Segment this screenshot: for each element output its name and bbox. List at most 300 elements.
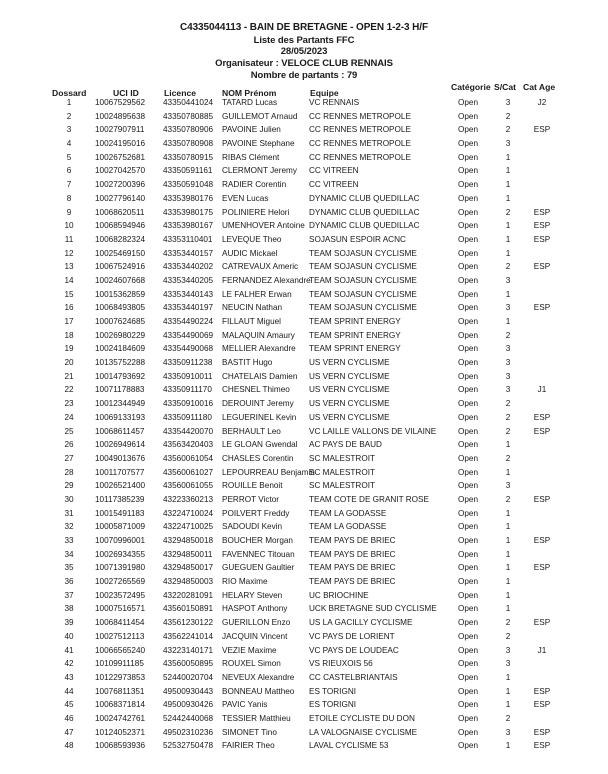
cell-scat: 1: [505, 248, 511, 258]
table-row: [0, 207, 608, 221]
cell-nom-prenom: BASTIT Hugo: [222, 358, 273, 368]
organizer-line: Organisateur : VELOCE CLUB RENNAIS: [215, 58, 393, 69]
cell-uci-id: 10027512113: [95, 631, 145, 641]
cell-dossard: 6: [66, 166, 72, 176]
cell-uci-id: 10015491183: [95, 508, 145, 518]
cell-licence: 43353440197: [163, 303, 214, 313]
table-row: [0, 220, 608, 234]
cell-licence: 43350910011: [163, 371, 213, 381]
cell-categorie: Open: [458, 399, 479, 409]
cell-categorie: Open: [458, 166, 479, 176]
cell-scat: 2: [505, 207, 511, 217]
cell-scat: 3: [505, 139, 511, 149]
cell-cat-age: ESP: [533, 262, 551, 272]
cell-equipe: DYNAMIC CLUB QUEDILLAC: [309, 221, 420, 231]
cell-equipe: CC RENNES METROPOLE: [309, 125, 411, 135]
cell-licence: 43294850003: [163, 577, 214, 587]
cell-equipe: TEAM PAYS DE BRIEC: [309, 577, 396, 587]
cell-nom-prenom: ROUILLE Benoit: [222, 481, 283, 491]
cell-scat: 1: [505, 234, 511, 244]
cell-categorie: Open: [458, 508, 479, 518]
cell-uci-id: 10068594946: [95, 221, 146, 231]
col-uci-id: UCI ID: [113, 88, 139, 98]
cell-categorie: Open: [458, 111, 479, 121]
cell-nom-prenom: POILVERT Freddy: [222, 508, 290, 518]
cell-scat: 1: [505, 440, 511, 450]
cell-dossard: 15: [64, 289, 74, 299]
cell-dossard: 14: [64, 275, 74, 285]
table-row: [0, 193, 608, 207]
table-row: [0, 97, 608, 111]
table-row: [0, 603, 608, 617]
cell-uci-id: 10117385239: [95, 494, 145, 504]
cell-categorie: Open: [458, 549, 479, 559]
cell-uci-id: 10011707577: [95, 467, 145, 477]
participant-count: Nombre de partants : 79: [250, 70, 358, 81]
cell-categorie: Open: [458, 193, 479, 203]
cell-licence: 43223140171: [163, 645, 214, 655]
cell-licence: 43294850011: [163, 549, 213, 559]
cell-uci-id: 10076811351: [95, 686, 145, 696]
cell-nom-prenom: CHESNEL Thimeo: [222, 385, 290, 395]
cell-equipe: TEAM SOJASUN CYCLISME: [309, 248, 417, 258]
cell-scat: 3: [505, 358, 511, 368]
cell-dossard: 30: [64, 494, 74, 504]
cell-scat: 1: [505, 193, 511, 203]
table-row: [0, 672, 608, 686]
cell-equipe: LAVAL CYCLISME 53: [309, 741, 389, 751]
cell-dossard: 48: [64, 741, 74, 751]
cell-equipe: SC MALESTROIT: [309, 481, 375, 491]
cell-categorie: Open: [458, 631, 479, 641]
cell-scat: 2: [505, 111, 511, 121]
cell-licence: 43350911180: [163, 412, 212, 422]
cell-equipe: TEAM SPRINT ENERGY: [309, 317, 401, 326]
cell-dossard: 43: [64, 672, 74, 682]
cell-categorie: Open: [458, 659, 479, 669]
cell-nom-prenom: FILLAUT Miguel: [222, 317, 282, 326]
cell-uci-id: 10068493805: [95, 303, 146, 313]
cell-licence: 43350780906: [163, 125, 214, 135]
cell-dossard: 20: [64, 358, 74, 368]
cell-equipe: DYNAMIC CLUB QUEDILLAC: [309, 207, 420, 217]
cell-categorie: Open: [458, 672, 479, 682]
cell-scat: 2: [505, 453, 511, 463]
cell-licence: 43353440205: [163, 275, 214, 285]
cell-scat: 1: [505, 672, 511, 682]
cell-categorie: Open: [458, 522, 479, 532]
table-row: [0, 453, 608, 467]
cell-categorie: Open: [458, 604, 479, 614]
document-title: C4335044113 - BAIN DE BRETAGNE - OPEN 1-2-3 H/F: [180, 22, 428, 33]
cell-dossard: 28: [64, 467, 74, 477]
table-row: [0, 727, 608, 741]
cell-categorie: Open: [458, 125, 479, 135]
table-row: [0, 289, 608, 303]
cell-dossard: 13: [64, 262, 74, 272]
cell-equipe: ES TORIGNI: [309, 686, 357, 696]
table-row: [0, 645, 608, 659]
cell-nom-prenom: CHASLES Corentin: [222, 453, 294, 463]
cell-categorie: Open: [458, 221, 479, 231]
cell-scat: 1: [505, 180, 511, 190]
participants-table: [0, 97, 608, 754]
table-row: [0, 330, 608, 344]
table-row: [0, 521, 608, 535]
table-row: [0, 617, 608, 631]
cell-dossard: 3: [66, 125, 72, 135]
cell-nom-prenom: FAVENNEC Titouan: [222, 549, 295, 559]
cell-scat: 3: [505, 275, 511, 285]
cell-nom-prenom: PAVOINE Julien: [222, 125, 281, 135]
cell-equipe: TEAM COTE DE GRANIT ROSE: [309, 494, 429, 504]
cell-uci-id: 10049013676: [95, 453, 146, 463]
cell-dossard: 33: [64, 536, 74, 545]
cell-equipe: TEAM LA GODASSE: [309, 508, 387, 518]
cell-uci-id: 10068611457: [95, 426, 145, 436]
cell-equipe: VC LAILLE VALLONS DE VILAINE: [309, 426, 437, 436]
cell-equipe: UCK BRETAGNE SUD CYCLISME: [309, 604, 437, 614]
cell-categorie: Open: [458, 577, 479, 587]
cell-licence: 43350591048: [163, 180, 214, 190]
cell-equipe: VS RIEUXOIS 56: [309, 659, 373, 669]
cell-nom-prenom: BOUCHER Morgan: [222, 536, 293, 545]
cell-licence: 43353440143: [163, 289, 214, 299]
cell-uci-id: 10026521400: [95, 481, 146, 491]
table-row: [0, 699, 608, 713]
cell-uci-id: 10066565240: [95, 645, 146, 655]
cell-licence: 43350780885: [163, 111, 214, 121]
cell-cat-age: ESP: [533, 686, 551, 696]
cell-categorie: Open: [458, 700, 479, 710]
cell-uci-id: 10005871009: [95, 522, 146, 532]
col-dossard: Dossard: [52, 88, 87, 98]
table-row: [0, 713, 608, 727]
cell-uci-id: 10027907911: [95, 125, 145, 135]
cell-cat-age: ESP: [533, 125, 551, 135]
cell-dossard: 1: [66, 98, 72, 107]
table-row: [0, 576, 608, 590]
cell-cat-age: ESP: [533, 700, 551, 710]
cell-categorie: Open: [458, 344, 479, 354]
cell-licence: 43220281091: [163, 590, 214, 600]
cell-scat: 1: [505, 221, 511, 231]
cell-scat: 2: [505, 618, 511, 628]
cell-uci-id: 10122973853: [95, 672, 146, 682]
cell-categorie: Open: [458, 686, 479, 696]
cell-categorie: Open: [458, 371, 479, 381]
cell-cat-age: ESP: [533, 234, 551, 244]
cell-dossard: 44: [64, 686, 74, 696]
cell-categorie: Open: [458, 289, 479, 299]
cell-equipe: TEAM PAYS DE BRIEC: [309, 536, 396, 545]
cell-scat: 3: [505, 385, 511, 395]
cell-dossard: 5: [66, 152, 72, 162]
cell-nom-prenom: LE GLOAN Gwendal: [222, 440, 298, 450]
cell-dossard: 4: [66, 139, 72, 149]
cell-scat: 1: [505, 467, 511, 477]
cell-licence: 43353440202: [163, 262, 214, 272]
cell-categorie: Open: [458, 152, 479, 162]
cell-dossard: 27: [64, 453, 74, 463]
cell-dossard: 10: [64, 221, 74, 231]
cell-nom-prenom: SADOUDI Kevin: [222, 522, 283, 532]
table-row: [0, 686, 608, 700]
cell-licence: 43560061027: [163, 467, 214, 477]
cell-nom-prenom: NEUCIN Nathan: [222, 303, 283, 313]
cell-equipe: CC VITREEN: [309, 180, 359, 190]
cell-licence: 43354490069: [163, 330, 214, 340]
cell-dossard: 32: [64, 522, 74, 532]
cell-categorie: Open: [458, 303, 479, 313]
cell-equipe: SOJASUN ESPOIR ACNC: [309, 234, 406, 244]
cell-dossard: 42: [64, 659, 74, 669]
cell-scat: 1: [505, 686, 511, 696]
cell-nom-prenom: VEZIE Maxime: [222, 645, 277, 655]
cell-licence: 52440020704: [163, 672, 214, 682]
cell-licence: 43353110401: [163, 234, 213, 244]
cell-nom-prenom: RIO Maxime: [222, 577, 268, 587]
cell-scat: 3: [505, 371, 511, 381]
cell-categorie: Open: [458, 440, 479, 450]
cell-licence: 43350911170: [163, 385, 212, 395]
cell-licence: 43353980175: [163, 207, 214, 217]
cell-uci-id: 10024895638: [95, 111, 146, 121]
cell-uci-id: 10012344949: [95, 399, 146, 409]
race-date: 28/05/2023: [280, 46, 328, 57]
cell-nom-prenom: LE FALHER Erwan: [222, 289, 292, 299]
cell-nom-prenom: MALAQUIN Amaury: [222, 330, 295, 340]
cell-licence: 52532750478: [163, 741, 214, 751]
cell-licence: 43354490224: [163, 317, 214, 326]
cell-nom-prenom: GUERILLON Enzo: [222, 618, 291, 628]
cell-uci-id: 10007624685: [95, 317, 146, 326]
cell-dossard: 40: [64, 631, 74, 641]
cell-dossard: 38: [64, 604, 74, 614]
cell-categorie: Open: [458, 563, 479, 573]
table-row: [0, 124, 608, 138]
cell-nom-prenom: CATREVAUX Americ: [222, 262, 299, 272]
table-row: [0, 248, 608, 262]
cell-cat-age: ESP: [533, 426, 551, 436]
cell-uci-id: 10024195016: [95, 139, 146, 149]
cell-categorie: Open: [458, 180, 479, 190]
table-row: [0, 426, 608, 440]
cell-dossard: 9: [66, 207, 72, 217]
cell-uci-id: 10068411454: [95, 618, 145, 628]
cell-nom-prenom: JACQUIN Vincent: [222, 631, 288, 641]
cell-nom-prenom: HELARY Steven: [222, 590, 283, 600]
cell-dossard: 2: [66, 111, 72, 121]
cell-scat: 1: [505, 549, 511, 559]
cell-nom-prenom: FERNANDEZ Alexandre: [222, 275, 311, 285]
cell-licence: 49502310236: [163, 727, 214, 737]
cell-licence: 43561230122: [163, 618, 214, 628]
cell-scat: 2: [505, 494, 511, 504]
cell-equipe: TEAM SOJASUN CYCLISME: [309, 289, 417, 299]
cell-dossard: 8: [66, 193, 72, 203]
cell-dossard: 35: [64, 563, 74, 573]
cell-nom-prenom: SIMONET Tino: [222, 727, 277, 737]
cell-nom-prenom: ROUXEL Simon: [222, 659, 281, 669]
cell-nom-prenom: TATARD Lucas: [222, 98, 278, 107]
cell-cat-age: ESP: [533, 536, 551, 545]
cell-nom-prenom: CLERMONT Jeremy: [222, 166, 297, 176]
cell-scat: 1: [505, 563, 511, 573]
cell-uci-id: 10023572495: [95, 590, 146, 600]
cell-licence: 43224710025: [163, 522, 214, 532]
cell-nom-prenom: MELLIER Alexandre: [222, 344, 296, 354]
cell-scat: 2: [505, 125, 511, 135]
cell-licence: 43560061054: [163, 453, 214, 463]
cell-uci-id: 10070996001: [95, 536, 146, 545]
cell-equipe: TEAM SOJASUN CYCLISME: [309, 262, 417, 272]
table-row: [0, 371, 608, 385]
cell-licence: 52442440068: [163, 713, 214, 723]
cell-equipe: LA VALOGNAISE CYCLISME: [309, 727, 418, 737]
cell-uci-id: 10027042570: [95, 166, 146, 176]
cell-equipe: TEAM LA GODASSE: [309, 522, 387, 532]
cell-nom-prenom: BERHAULT Leo: [222, 426, 281, 436]
document-subtitle: Liste des Partants FFC: [253, 35, 355, 46]
cell-equipe: DYNAMIC CLUB QUEDILLAC: [309, 193, 420, 203]
cell-uci-id: 10027200396: [95, 180, 146, 190]
cell-nom-prenom: EVEN Lucas: [222, 193, 269, 203]
cell-cat-age: ESP: [533, 303, 551, 313]
cell-scat: 1: [505, 577, 511, 587]
cell-equipe: TEAM SPRINT ENERGY: [309, 344, 401, 354]
cell-licence: 43353980167: [163, 221, 214, 231]
cell-scat: 2: [505, 399, 511, 409]
cell-categorie: Open: [458, 727, 479, 737]
cell-categorie: Open: [458, 590, 479, 600]
cell-equipe: TEAM SOJASUN CYCLISME: [309, 275, 417, 285]
col-cat-age: Cat Age: [523, 82, 556, 92]
cell-licence: 43560061055: [163, 481, 214, 491]
cell-scat: 2: [505, 330, 511, 340]
cell-licence: 43350780908: [163, 139, 214, 149]
cell-categorie: Open: [458, 358, 479, 368]
cell-scat: 3: [505, 727, 511, 737]
cell-scat: 2: [505, 713, 511, 723]
cell-cat-age: ESP: [533, 412, 551, 422]
cell-cat-age: J1: [537, 385, 547, 395]
table-row: [0, 275, 608, 289]
cell-uci-id: 10067524916: [95, 262, 146, 272]
cell-cat-age: J1: [537, 645, 547, 655]
cell-scat: 1: [505, 166, 511, 176]
cell-licence: 43563420403: [163, 440, 214, 450]
cell-licence: 43562241014: [163, 631, 214, 641]
cell-equipe: CC RENNES METROPOLE: [309, 111, 411, 121]
cell-cat-age: ESP: [533, 207, 551, 217]
cell-uci-id: 10135752288: [95, 358, 146, 368]
cell-dossard: 7: [66, 180, 72, 190]
table-row: [0, 658, 608, 672]
cell-equipe: US VERN CYCLISME: [309, 412, 390, 422]
cell-equipe: VC PAYS DE LOUDEAC: [309, 645, 399, 655]
cell-cat-age: ESP: [533, 618, 551, 628]
table-row: [0, 179, 608, 193]
cell-licence: 43350441024: [163, 98, 214, 107]
cell-categorie: Open: [458, 317, 479, 326]
cell-nom-prenom: PAVOINE Stephane: [222, 139, 295, 149]
cell-nom-prenom: PAVIC Yanis: [222, 700, 268, 710]
cell-dossard: 23: [64, 399, 74, 409]
cell-categorie: Open: [458, 618, 479, 628]
cell-categorie: Open: [458, 330, 479, 340]
cell-nom-prenom: UMENHOVER Antoine: [222, 221, 305, 231]
cell-dossard: 26: [64, 440, 74, 450]
cell-licence: 49500930443: [163, 686, 214, 696]
cell-licence: 43353980176: [163, 193, 214, 203]
cell-licence: 43354420070: [163, 426, 214, 436]
cell-equipe: US VERN CYCLISME: [309, 399, 390, 409]
cell-uci-id: 10024607668: [95, 275, 146, 285]
cell-licence: 43294850018: [163, 536, 214, 545]
cell-licence: 43294850017: [163, 563, 214, 573]
cell-nom-prenom: DEROUINT Jeremy: [222, 399, 294, 409]
table-row: [0, 234, 608, 248]
cell-nom-prenom: FAIRIER Theo: [222, 741, 275, 751]
cell-uci-id: 10024742761: [95, 713, 146, 723]
table-row: [0, 343, 608, 357]
cell-uci-id: 10068620511: [95, 207, 145, 217]
cell-scat: 3: [505, 344, 511, 354]
cell-cat-age: ESP: [533, 741, 551, 751]
cell-equipe: TEAM SOJASUN CYCLISME: [309, 303, 417, 313]
cell-equipe: UC BRIOCHINE: [309, 590, 369, 600]
cell-dossard: 36: [64, 577, 74, 587]
cell-nom-prenom: HASPOT Anthony: [222, 604, 288, 614]
cell-dossard: 31: [64, 508, 74, 518]
table-row: [0, 590, 608, 604]
table-row: [0, 261, 608, 275]
cell-cat-age: ESP: [533, 221, 551, 231]
table-row: [0, 494, 608, 508]
cell-dossard: 16: [64, 303, 74, 313]
cell-categorie: Open: [458, 234, 479, 244]
table-row: [0, 138, 608, 152]
cell-dossard: 19: [64, 344, 74, 354]
cell-licence: 43560150891: [163, 604, 214, 614]
cell-licence: 43223360213: [163, 494, 214, 504]
cell-categorie: Open: [458, 494, 479, 504]
cell-scat: 2: [505, 426, 511, 436]
cell-nom-prenom: RIBAS Clément: [222, 152, 280, 162]
cell-equipe: CC CASTELBRIANTAIS: [309, 672, 398, 682]
cell-licence: 43560050895: [163, 659, 214, 669]
cell-nom-prenom: LEVEQUE Theo: [222, 234, 282, 244]
cell-nom-prenom: LEPOURREAU Benjamin: [222, 467, 315, 477]
cell-uci-id: 10069133193: [95, 412, 146, 422]
table-row: [0, 562, 608, 576]
cell-scat: 2: [505, 412, 511, 422]
cell-dossard: 12: [64, 248, 74, 258]
cell-uci-id: 10068593936: [95, 741, 146, 751]
cell-uci-id: 10124052371: [95, 727, 146, 737]
cell-scat: 1: [505, 536, 511, 545]
cell-equipe: ETOILE CYCLISTE DU DON: [309, 713, 415, 723]
cell-equipe: US VERN CYCLISME: [309, 358, 390, 368]
table-row: [0, 302, 608, 316]
cell-categorie: Open: [458, 481, 479, 491]
cell-equipe: CC VITREEN: [309, 166, 359, 176]
cell-uci-id: 10068371814: [95, 700, 146, 710]
cell-nom-prenom: RADIER Corentin: [222, 180, 287, 190]
cell-categorie: Open: [458, 536, 479, 545]
cell-uci-id: 10027796140: [95, 193, 146, 203]
